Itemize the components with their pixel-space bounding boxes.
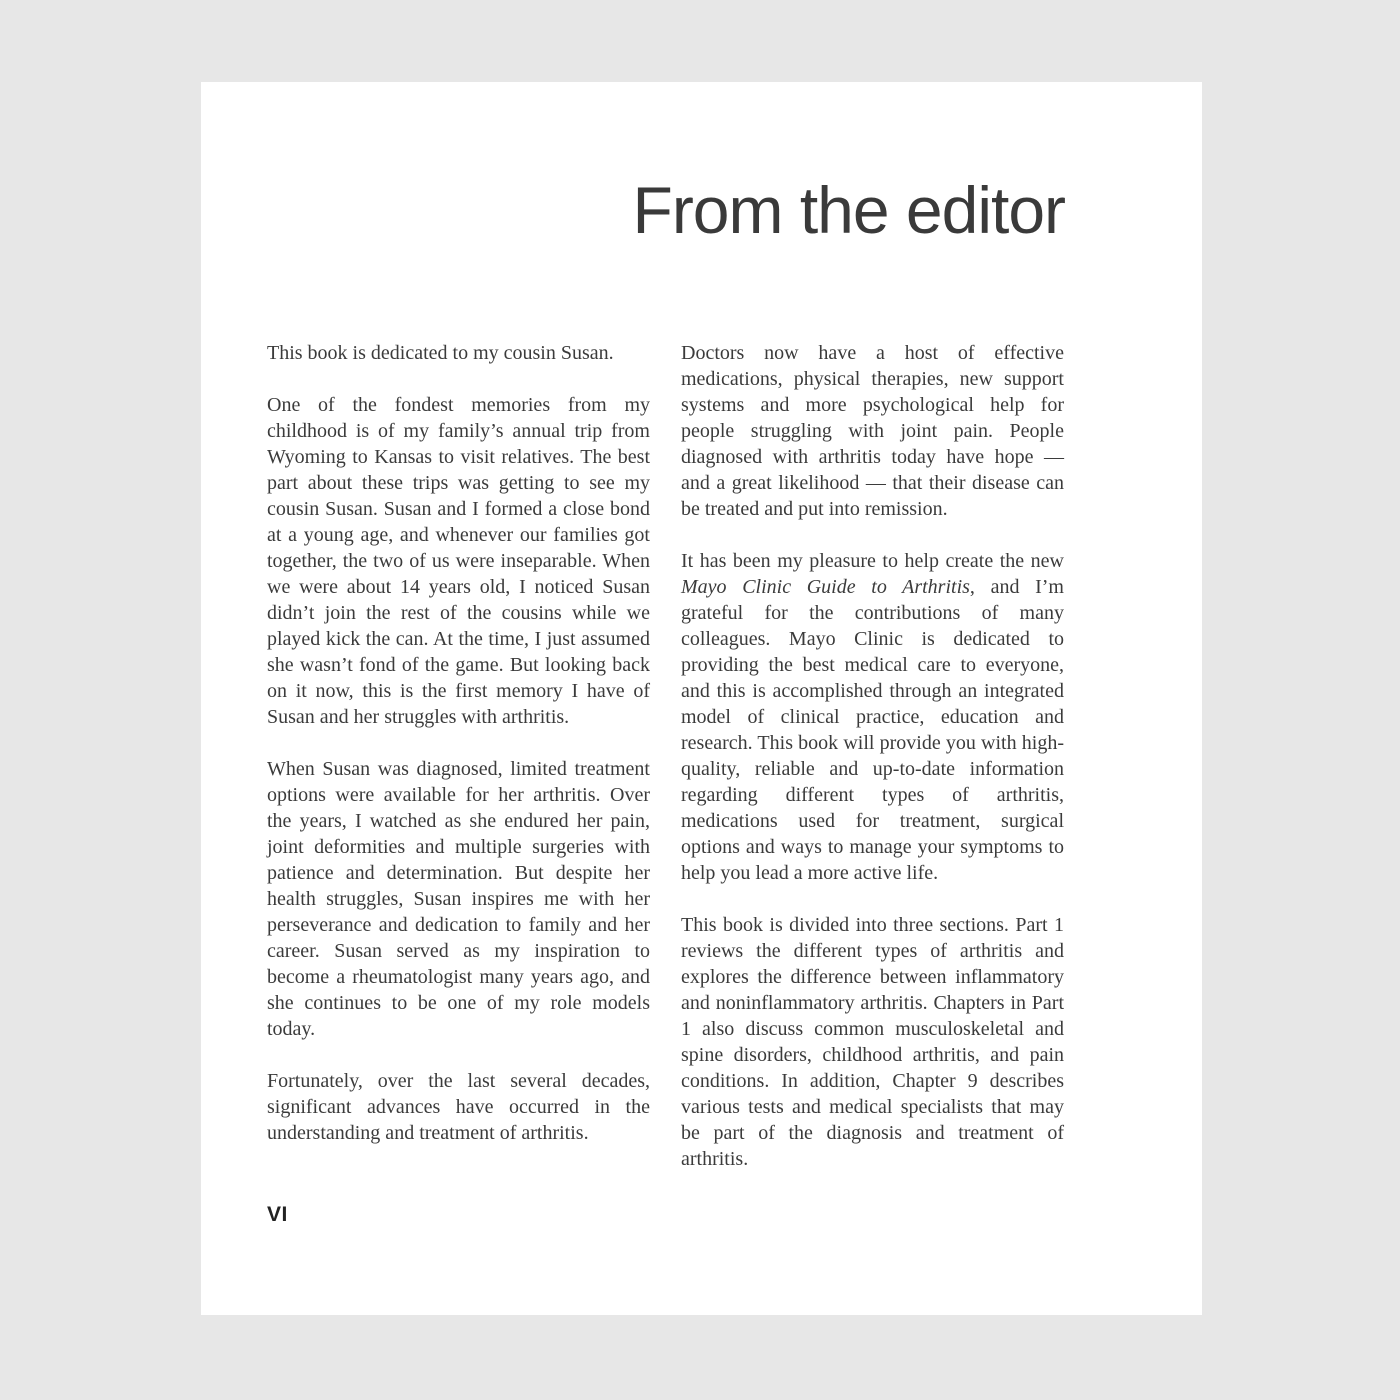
page-title: From the editor (632, 173, 1065, 247)
susan-diagnosis-paragraph: When Susan was diagnosed, limited treatment options were available for her arthritis. Over the years, I watched as she endured her pain, joint deformities and multiple surgeries with patience and determination. But despite her health struggles, Susan inspires me with her perseverance and dedication to family and her career. Susan served as my inspiration to become a rheumatologist many years ago, and she continues to be one of my role models today. (267, 758, 650, 1040)
treatment-advances-paragraph: Fortunately, over the last several decades, significant advances have occurred in the understanding and treatment of arthritis. (267, 1070, 650, 1144)
paragraph-text-before-book-title: It has been my pleasure to help create the new (681, 550, 1064, 572)
left-column (267, 340, 650, 1172)
modern-medicine-paragraph: Doctors now have a host of effective medications, physical therapies, new support systems and more psychological help for people struggling with joint pain. People diagnosed with arthritis today have hope — and a great likelihood — that their disease can be treated and put into remission. (681, 342, 1064, 520)
book-page (201, 82, 1202, 1315)
acknowledgments-paragraph (681, 548, 1064, 886)
right-column (681, 340, 1064, 1172)
book-structure-paragraph: This book is divided into three sections. Part 1 reviews the different types of arthritis and explores the difference between inflammatory and noninflammatory arthritis. Chapters in Part 1 also discuss common musculoskeletal and spine disorders, childhood arthritis, and pain conditions. In addition, Chapter 9 describes various tests and medical specialists that may be part of the diagnosis and treatment of arthritis. (681, 914, 1064, 1170)
paragraph-text-after-book-title: , and I’m grateful for the contributions of many colleagues. Mayo Clinic is dedicated to providing the best medical care to everyone, and this is accomplished through an integrated model of clinical practice, education and research. This book will provide you with high-quality, reliable and up-to-date information regarding different types of arthritis, medications used for treatment, surgical options and ways to manage your symptoms to help you lead a more active life. (681, 576, 1064, 884)
dedication-paragraph: This book is dedicated to my cousin Susan. (267, 342, 614, 364)
body-text-columns (267, 340, 1065, 1172)
book-title-italic: Mayo Clinic Guide to Arthritis (681, 576, 970, 598)
childhood-memories-paragraph: One of the fondest memories from my childhood is of my family’s annual trip from Wyoming to Kansas to visit relatives. The best part about these trips was getting to see my cousin Susan. Susan and I formed a close bond at a young age, and whenever our families got together, the two of us were inseparable. When we were about 14 years old, I noticed Susan didn’t join the rest of the cousins while we played kick the can. At the time, I just assumed she wasn’t fond of the game. But looking back on it now, this is the first memory I have of Susan and her struggles with arthritis. (267, 394, 650, 728)
page-number: VI (267, 1203, 288, 1226)
